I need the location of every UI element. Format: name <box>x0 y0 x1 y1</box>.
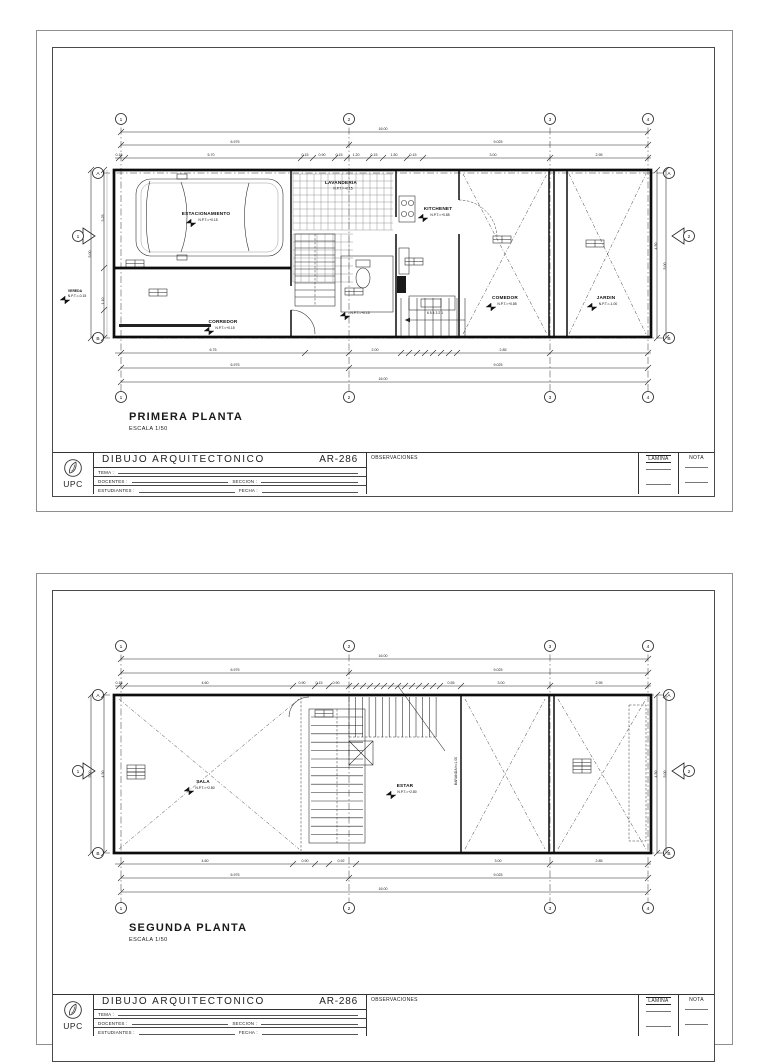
svg-text:4.50: 4.50 <box>654 242 658 250</box>
svg-text:2: 2 <box>687 234 691 240</box>
plan-title: PRIMERA PLANTA <box>129 411 243 423</box>
dimensions-top <box>115 127 651 161</box>
upc-logo <box>53 453 94 494</box>
estudiantes-label: ESTUDIANTES : <box>98 488 135 493</box>
observaciones-label: OBSERVACIONES <box>371 997 418 1003</box>
svg-text:N.P.T.=-0.15: N.P.T.=-0.15 <box>67 294 87 298</box>
lamina-label: LAMINA <box>648 456 669 462</box>
svg-text:0.15: 0.15 <box>335 153 343 157</box>
room-cross-right-1 <box>465 699 545 849</box>
upc-logo-text: UPC <box>63 1021 83 1031</box>
field-row-estudiantes <box>94 486 366 494</box>
svg-text:0.15: 0.15 <box>315 681 323 685</box>
svg-text:4.50: 4.50 <box>654 770 658 778</box>
svg-text:B: B <box>96 336 100 342</box>
title-block-main <box>94 453 366 494</box>
upc-logo-icon <box>63 1000 83 1020</box>
svg-text:0.55: 0.55 <box>447 681 455 685</box>
svg-text:N.P.T.=+2.80: N.P.T.=+2.80 <box>195 786 215 790</box>
svg-text:2: 2 <box>347 395 351 401</box>
svg-text:2: 2 <box>347 117 351 123</box>
room-label-jardin <box>587 295 617 311</box>
svg-text:5.70: 5.70 <box>207 153 215 157</box>
car-top-view <box>136 174 283 260</box>
grid-bubbles-top <box>116 641 654 652</box>
svg-text:SALA: SALA <box>196 779 210 784</box>
svg-text:4: 4 <box>646 906 650 912</box>
svg-text:CORREDOR: CORREDOR <box>208 319 238 324</box>
svg-text:0.90: 0.90 <box>332 681 340 685</box>
svg-text:9.025: 9.025 <box>493 873 503 877</box>
room-cross-jardin <box>569 174 646 334</box>
svg-text:1.10: 1.10 <box>101 297 105 305</box>
svg-text:3: 3 <box>548 117 552 123</box>
title-block-main <box>94 995 366 1036</box>
nota-label: NOTA <box>689 455 704 461</box>
lamina-box <box>638 995 678 1036</box>
dimensions-bottom <box>115 348 651 385</box>
baranda-label: BARANDA h=1.00 <box>454 756 458 786</box>
svg-text:6.75: 6.75 <box>209 348 217 352</box>
svg-text:3: 3 <box>548 395 552 401</box>
svg-text:5.00: 5.00 <box>88 770 92 778</box>
dimensions-top <box>115 654 651 751</box>
stair-upper-run <box>349 697 437 737</box>
svg-text:A: A <box>667 171 671 177</box>
svg-text:5.00: 5.00 <box>663 770 667 778</box>
observaciones-box <box>366 995 638 1036</box>
svg-text:0.92: 0.92 <box>337 859 345 863</box>
stair-base-level <box>340 311 370 320</box>
room-cross-right-2 <box>558 699 646 849</box>
field-row-docentes <box>94 1019 366 1028</box>
svg-text:JARDIN: JARDIN <box>596 295 616 300</box>
seccion-label: SECCION : <box>232 1020 258 1026</box>
sheet-frame <box>52 47 715 497</box>
svg-text:N.P.T.=+2.80: N.P.T.=+2.80 <box>397 790 417 794</box>
svg-text:A: A <box>96 693 100 699</box>
svg-text:1.50: 1.50 <box>390 153 398 157</box>
svg-text:9.025: 9.025 <box>493 363 503 367</box>
svg-text:2.95: 2.95 <box>595 681 603 685</box>
svg-text:9.025: 9.025 <box>493 140 503 144</box>
grid-bubbles-sides <box>93 690 675 859</box>
svg-text:2.00: 2.00 <box>371 348 379 352</box>
sheet-primera-planta <box>36 30 733 512</box>
svg-text:N.P.T.=+0.15: N.P.T.=+0.15 <box>350 311 370 315</box>
svg-text:4.50: 4.50 <box>101 770 105 778</box>
svg-text:6.975: 6.975 <box>230 668 240 672</box>
svg-text:4: 4 <box>646 117 650 123</box>
svg-text:6.975: 6.975 <box>230 873 240 877</box>
room-label-corredor <box>204 319 238 335</box>
docentes-label: DOCENTES : <box>98 478 128 484</box>
svg-text:3.25: 3.25 <box>101 214 105 222</box>
svg-text:3.00: 3.00 <box>489 153 497 157</box>
room-label-kitchenet <box>418 206 452 222</box>
svg-text:A: A <box>96 171 100 177</box>
svg-text:4: 4 <box>646 395 650 401</box>
fecha-label: FECHA : <box>238 488 258 493</box>
svg-text:1.20: 1.20 <box>352 153 360 157</box>
upc-logo <box>53 995 94 1036</box>
svg-text:1: 1 <box>119 644 123 650</box>
svg-text:0.90: 0.90 <box>301 859 309 863</box>
svg-text:0.15: 0.15 <box>370 153 378 157</box>
svg-text:ESTAR: ESTAR <box>396 783 414 788</box>
lamina-label: LAMINA <box>648 998 669 1004</box>
svg-text:N.P.T.=+0.15: N.P.T.=+0.15 <box>333 186 353 191</box>
svg-text:4.60: 4.60 <box>201 859 209 863</box>
room-label-vereda <box>60 289 86 304</box>
svg-text:16.00: 16.00 <box>378 887 388 891</box>
svg-text:0.90: 0.90 <box>298 681 306 685</box>
svg-text:0.90: 0.90 <box>318 153 326 157</box>
room-label-estacionamiento <box>182 211 231 227</box>
svg-text:VEREDA: VEREDA <box>67 289 83 293</box>
stair-main <box>289 697 365 843</box>
duct-shaft <box>349 741 373 765</box>
svg-text:4: 4 <box>646 644 650 650</box>
title-block <box>53 452 714 494</box>
svg-text:1: 1 <box>76 234 80 240</box>
section-marker-2 <box>672 763 695 779</box>
room-label-comedor <box>486 295 518 311</box>
floor-plan-segunda <box>53 591 714 994</box>
svg-text:0.15: 0.15 <box>115 153 123 157</box>
room-label-lavanderia <box>325 180 357 191</box>
svg-text:5.00: 5.00 <box>88 250 92 258</box>
svg-text:16.00: 16.00 <box>378 127 388 131</box>
svg-text:N.P.T.=+0.15: N.P.T.=+0.15 <box>215 326 235 330</box>
svg-text:1: 1 <box>119 906 123 912</box>
tema-label: TEMA : <box>98 469 114 475</box>
sheet-segunda-planta <box>36 573 733 1045</box>
building-outline <box>107 170 651 338</box>
grid-lines <box>103 641 665 903</box>
svg-text:2.95: 2.95 <box>595 153 603 157</box>
floor-plan-primera <box>53 48 714 452</box>
observaciones-box <box>366 453 638 494</box>
room-cross-sala <box>119 699 299 849</box>
svg-text:LAVANDERIA: LAVANDERIA <box>324 180 358 185</box>
field-row-estudiantes <box>94 1028 366 1036</box>
svg-text:6 5 4 3 2 1: 6 5 4 3 2 1 <box>426 311 444 315</box>
svg-text:ESTACIONAMIENTO: ESTACIONAMIENTO <box>181 211 231 216</box>
svg-text:1: 1 <box>119 395 123 401</box>
course-title: DIBUJO ARQUITECTONICO <box>102 454 265 466</box>
plan-scale: ESCALA 1/50 <box>129 937 168 943</box>
svg-text:2: 2 <box>347 906 351 912</box>
plan-scale: ESCALA 1/50 <box>129 426 168 432</box>
title-block <box>53 994 714 1036</box>
svg-text:2.85: 2.85 <box>595 859 603 863</box>
svg-text:2.85: 2.85 <box>499 348 507 352</box>
svg-text:COMEDOR: COMEDOR <box>492 295 518 300</box>
svg-text:5.00: 5.00 <box>663 262 667 270</box>
svg-text:6.975: 6.975 <box>230 363 240 367</box>
course-title: DIBUJO ARQUITECTONICO <box>102 996 265 1008</box>
door-window-tags <box>127 710 591 779</box>
dimensions-left <box>88 692 107 856</box>
svg-text:2: 2 <box>687 769 691 775</box>
svg-text:0.15: 0.15 <box>409 153 417 157</box>
observaciones-label: OBSERVACIONES <box>371 455 418 461</box>
nota-label: NOTA <box>689 997 704 1003</box>
tema-label: TEMA : <box>98 1011 114 1017</box>
nota-box <box>678 995 714 1036</box>
svg-text:9.025: 9.025 <box>493 668 503 672</box>
grid-lines <box>103 114 665 392</box>
svg-text:16.00: 16.00 <box>378 654 388 658</box>
svg-text:3: 3 <box>548 644 552 650</box>
field-row-tema <box>94 1010 366 1019</box>
seccion-label: SECCION : <box>232 478 258 484</box>
svg-text:3.00: 3.00 <box>494 859 502 863</box>
field-row-tema <box>94 468 366 477</box>
svg-text:N.P.T.=+0.15: N.P.T.=+0.15 <box>198 218 218 222</box>
svg-text:B: B <box>96 851 100 857</box>
dimensions-left <box>88 167 107 341</box>
nota-box <box>678 453 714 494</box>
plan-title: SEGUNDA PLANTA <box>129 922 248 934</box>
svg-text:16.00: 16.00 <box>378 377 388 381</box>
room-label-sala <box>184 779 215 795</box>
stair-run-lower <box>401 298 465 336</box>
svg-text:KITCHENET: KITCHENET <box>423 206 453 211</box>
svg-text:1: 1 <box>119 117 123 123</box>
room-label-estar <box>386 783 417 799</box>
dimensions-right <box>654 167 669 341</box>
estudiantes-label: ESTUDIANTES : <box>98 1030 135 1035</box>
svg-text:B: B <box>667 851 671 857</box>
sheet-frame <box>52 590 715 1062</box>
svg-text:N.P.T.=-1.00: N.P.T.=-1.00 <box>598 302 618 306</box>
svg-text:3: 3 <box>548 906 552 912</box>
grid-bubbles-bottom <box>116 903 654 914</box>
grid-bubbles-top <box>116 114 654 125</box>
svg-text:0.15: 0.15 <box>115 681 123 685</box>
grid-bubbles-sides <box>93 168 675 344</box>
grid-bubbles-bottom <box>116 392 654 403</box>
dimensions-right <box>654 692 669 856</box>
svg-text:3.00: 3.00 <box>497 681 505 685</box>
svg-text:6.975: 6.975 <box>230 140 240 144</box>
svg-text:2: 2 <box>347 644 351 650</box>
fecha-label: FECHA : <box>238 1030 258 1035</box>
svg-text:B: B <box>667 336 671 342</box>
room-cross-comedor <box>463 174 547 334</box>
course-code: AR-286 <box>319 454 358 466</box>
svg-text:N.P.T.=+0.85: N.P.T.=+0.85 <box>430 213 450 217</box>
svg-text:4.60: 4.60 <box>201 681 209 685</box>
section-marker-2 <box>672 228 695 244</box>
upc-logo-icon <box>63 458 83 478</box>
lamina-box <box>638 453 678 494</box>
upc-logo-text: UPC <box>63 479 83 489</box>
dimensions-bottom <box>115 859 651 895</box>
svg-text:N.P.T.=+0.85: N.P.T.=+0.85 <box>497 302 517 306</box>
section-marker-1 <box>73 228 96 244</box>
course-code: AR-286 <box>319 996 358 1008</box>
svg-text:A: A <box>667 693 671 699</box>
svg-text:1: 1 <box>76 769 80 775</box>
docentes-label: DOCENTES : <box>98 1020 128 1026</box>
door-window-tags <box>126 236 604 296</box>
svg-text:0.15: 0.15 <box>301 153 309 157</box>
field-row-docentes <box>94 477 366 486</box>
